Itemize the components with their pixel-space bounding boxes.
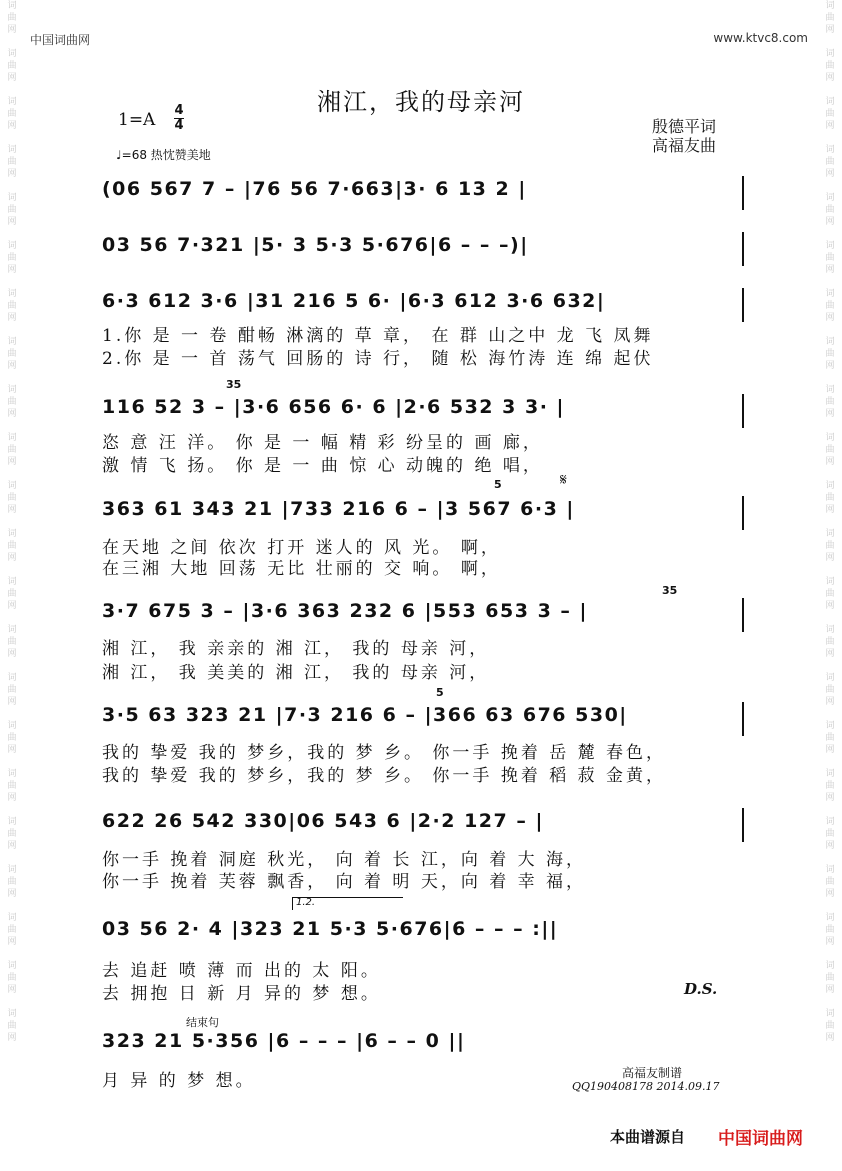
- staff-line-5: [102, 494, 744, 530]
- lyric-line: 我的 挚爱 我的 梦乡，我的 梦 乡。 你一手 挽着 岳 麓 春色，: [102, 743, 667, 763]
- composer-credit: 高福友曲: [652, 136, 717, 155]
- staff-notes: 116 52 3 – |3·6 656 6· 6 |2·6 532 3 3· |: [102, 396, 565, 418]
- staff-notes: (06 567 7 – |76 56 7·663|3· 6 13 2 |: [102, 178, 527, 200]
- lyric-line: 在三湘 大地 回荡 无比 壮丽的 交 响。 啊，: [102, 559, 501, 579]
- lyric-line: 你一手 挽着 芙蓉 飘香， 向 着 明 天，向 着 幸 福，: [102, 872, 587, 892]
- lyric-line: 我的 挚爱 我的 梦乡，我的 梦 乡。 你一手 挽着 稻 菽 金黄，: [102, 766, 667, 786]
- staff-notes: 622 26 542 330|06 543 6 |2·2 127 – |: [102, 810, 544, 832]
- watermark-site-left: 中国词曲网: [30, 33, 91, 47]
- staff-notes: 323 21 5·356 |6 – – – |6 – – 0 ||: [102, 1030, 466, 1052]
- dal-segno-mark: D.S.: [684, 980, 718, 998]
- staff-line-7: [102, 700, 744, 736]
- song-title: 湘江，我的母亲河: [317, 88, 525, 116]
- segno-sign: 𝄋: [560, 470, 567, 489]
- volta-label: 1.2.: [296, 897, 316, 908]
- staff-line-6: [102, 596, 744, 632]
- meter-bottom: 4: [174, 118, 184, 133]
- lyric-line: 月 异 的 梦 想。: [102, 1071, 256, 1091]
- lyric-line: 激 情 飞 扬。 你 是 一 曲 惊 心 动魄的 绝 唱，: [102, 456, 543, 476]
- watermark-left-strip: 词 曲 网 词 曲 网 词 曲 网 词 曲 网 词 曲 网 词 曲 网 词 曲 网 词 曲 网 词 曲 网 词 曲 网 词 曲 网 词 曲 网 词 曲 网 词 曲 网 词 曲 网 词 曲 网 词 曲 网 词 曲 网 词 曲 网 词 曲 网 词 曲 网 词 曲 网: [7, 1, 17, 1043]
- lyric-line: 去 追赶 喷 薄 而 出的 太 阳。: [102, 961, 381, 981]
- staff-notes: 03 56 2· 4 |323 21 5·3 5·676|6 – – – :||: [102, 918, 559, 940]
- lyric-line: 去 拥抱 日 新 月 异的 梦 想。: [102, 984, 381, 1004]
- staff-notes: 363 61 343 21 |733 216 6 – |3 567 6·3 |: [102, 498, 575, 520]
- staff-notes: 3·5 63 323 21 |7·3 216 6 – |366 63 676 530|: [102, 704, 628, 726]
- contact-date: QQ190408178 2014.09.17: [572, 1080, 720, 1093]
- staff-line-8: [102, 806, 744, 842]
- grace-note: 35: [662, 584, 678, 597]
- staff-line-10: [102, 1026, 744, 1062]
- copyist-credit: 高福友制谱: [622, 1066, 683, 1080]
- lyric-line: 恣 意 汪 洋。 你 是 一 幅 精 彩 纷呈的 画 廊，: [102, 433, 543, 453]
- staff-notes: 3·7 675 3 – |3·6 363 232 6 |553 653 3 – |: [102, 600, 588, 622]
- source-label: 本曲谱源自: [610, 1128, 686, 1146]
- watermark-site-right: www.ktvc8.com: [713, 31, 808, 45]
- staff-line-3: [102, 286, 744, 322]
- staff-notes: 03 56 7·321 |5· 3 5·3 5·676|6 – – –)|: [102, 234, 529, 256]
- key-signature: 1=A: [118, 110, 156, 130]
- staff-notes: 6·3 612 3·6 |31 216 5 6· |6·3 612 3·6 632|: [102, 290, 606, 312]
- tempo-marking: ♩=68 热忱赞美地: [116, 148, 211, 162]
- meter-top: 4: [174, 103, 184, 118]
- staff-line-9: [102, 914, 744, 950]
- grace-note: 5: [436, 686, 444, 699]
- staff-line-4: [102, 392, 744, 428]
- source-brand-link[interactable]: 中国词曲网: [718, 1129, 803, 1149]
- lyric-line: 在天地 之间 依次 打开 迷人的 风 光。 啊，: [102, 538, 501, 558]
- grace-note: 35: [226, 378, 242, 391]
- time-signature: [174, 104, 184, 133]
- coda-label: 结束句: [186, 1016, 219, 1029]
- lyric-line: 湘 江， 我 亲亲的 湘 江， 我的 母亲 河，: [102, 639, 490, 659]
- watermark-right-strip: 词 曲 网 词 曲 网 词 曲 网 词 曲 网 词 曲 网 词 曲 网 词 曲 网 词 曲 网 词 曲 网 词 曲 网 词 曲 网 词 曲 网 词 曲 网 词 曲 网 词 曲 网 词 曲 网 词 曲 网 词 曲 网 词 曲 网 词 曲 网 词 曲 网 词 曲 网: [825, 1, 835, 1043]
- lyric-line: 你一手 挽着 洞庭 秋光， 向 着 长 江，向 着 大 海，: [102, 850, 587, 870]
- lyricist-credit: 殷德平词: [652, 117, 717, 136]
- lyric-line: 2.你 是 一 首 荡气 回肠的 诗 行， 随 松 海竹涛 连 绵 起伏: [102, 349, 654, 369]
- staff-line-1: [102, 174, 744, 210]
- lyric-line: 1.你 是 一 卷 酣畅 淋漓的 草 章， 在 群 山之中 龙 飞 凤舞: [102, 326, 654, 346]
- lyric-line: 湘 江， 我 美美的 湘 江， 我的 母亲 河，: [102, 663, 490, 683]
- staff-line-2: [102, 230, 744, 266]
- grace-note: 5: [494, 478, 502, 491]
